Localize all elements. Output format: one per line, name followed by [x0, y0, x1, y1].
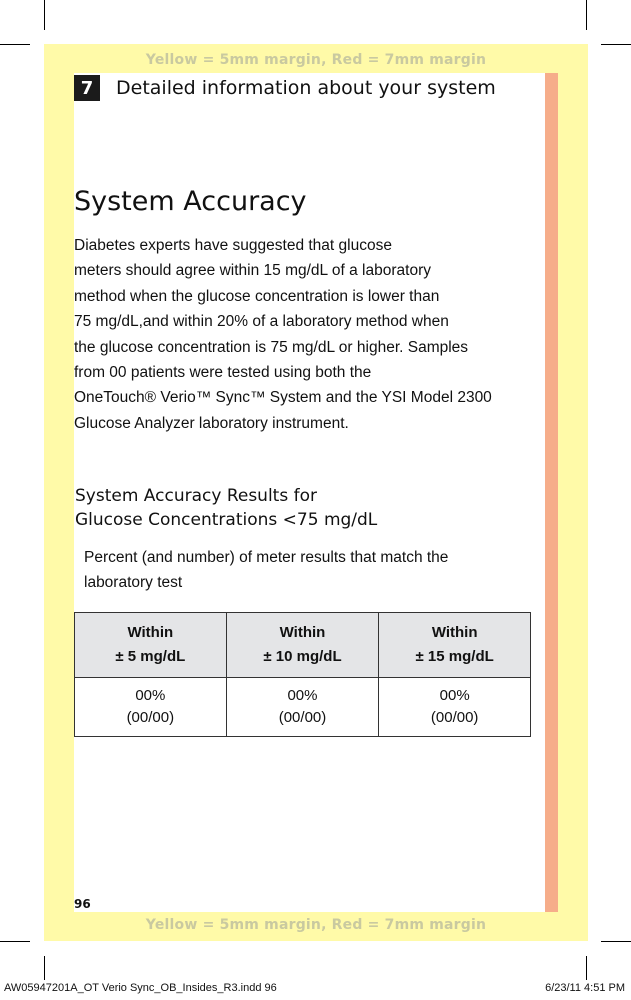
header-line: ± 5 mg/dL [115, 648, 186, 665]
margin-note-top: Yellow = 5mm margin, Red = 7mm margin [145, 52, 487, 68]
crop-mark [0, 44, 30, 45]
cell-count: (00/00) [430, 709, 479, 726]
table-caption [84, 545, 514, 595]
page-number: 96 [74, 897, 91, 911]
body-line: Glucose Analyzer laboratory instrument. [74, 414, 349, 432]
print-slug-file: AW05947201A_OT Verio Sync_OB_Insides_R3.indd 96 [4, 982, 277, 994]
chapter-number-badge: 7 [74, 75, 100, 101]
header-line: ± 10 mg/dL [263, 648, 342, 665]
subsection-title [75, 484, 377, 532]
crop-mark [601, 44, 631, 45]
table-cell [379, 678, 531, 737]
cell-percent: 00% [439, 687, 470, 704]
table-row [75, 678, 531, 737]
body-line: from 00 patients were tested using both the [74, 364, 372, 382]
crop-mark [601, 941, 631, 942]
header-line: Within [431, 624, 478, 641]
caption-line: laboratory test [84, 574, 183, 591]
table-header-cell [75, 613, 227, 678]
crop-mark [586, 0, 587, 30]
table-header-cell [226, 613, 379, 678]
body-line: Diabetes experts have suggested that glucose [74, 237, 392, 254]
margin-note-bottom: Yellow = 5mm margin, Red = 7mm margin [145, 917, 487, 933]
body-line: method when the glucose concentration is lower than [74, 287, 440, 305]
chapter-title: Detailed information about your system [116, 77, 496, 99]
crop-mark [586, 956, 587, 980]
header-line: Within [127, 624, 174, 641]
body-paragraph [74, 233, 534, 436]
header-line: ± 15 mg/dL [415, 648, 494, 665]
table-header-cell [379, 613, 531, 678]
cell-count: (00/00) [278, 709, 327, 726]
header-line: Within [279, 624, 326, 641]
cell-percent: 00% [135, 687, 166, 704]
table-header-row [75, 613, 531, 678]
body-line: the glucose concentration is 75 mg/dL or higher. Samples [74, 338, 469, 356]
crop-mark [0, 941, 30, 942]
subsection-title-line: System Accuracy Results for [75, 486, 317, 506]
subsection-title-line: Glucose Concentrations <75 mg/dL [75, 510, 378, 530]
cell-count: (00/00) [126, 709, 175, 726]
crop-mark [44, 0, 45, 30]
crop-mark [44, 956, 45, 980]
table-cell [226, 678, 379, 737]
caption-line: Percent (and number) of meter results that match the [84, 549, 449, 566]
accuracy-table [74, 612, 531, 737]
body-line: OneTouch® Verio™ Sync™ System and the YSI Model 2300 [74, 389, 492, 407]
body-line: 75 mg/dL,and within 20% of a laboratory method when [74, 313, 449, 331]
chapter-header [74, 75, 496, 101]
red-margin-strip [545, 73, 558, 912]
cell-percent: 00% [287, 687, 318, 704]
body-line: meters should agree within 15 mg/dL of a laboratory [74, 262, 431, 280]
section-title: System Accuracy [74, 186, 307, 217]
table-cell [75, 678, 227, 737]
print-slug-date: 6/23/11 4:51 PM [545, 982, 625, 994]
